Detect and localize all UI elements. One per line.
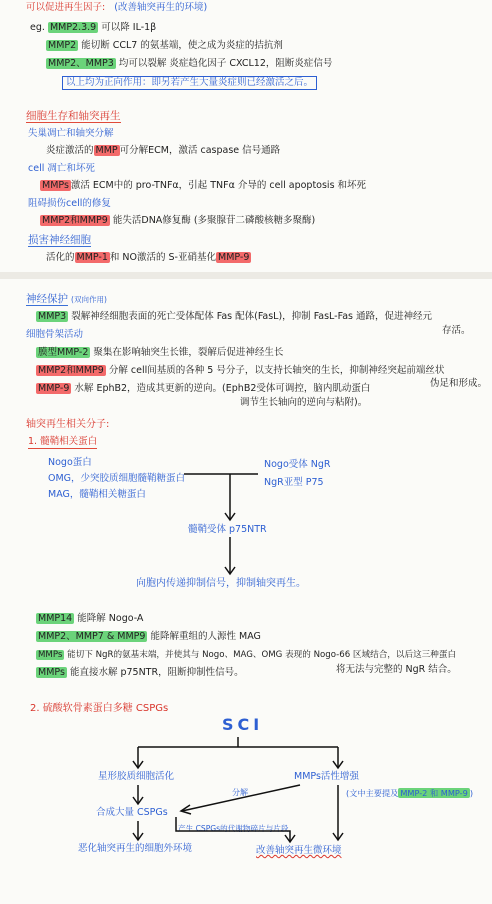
mmps-activity-node: MMPs活性增强 xyxy=(294,771,359,782)
right-list-p75: NgR亚型 P75 xyxy=(264,477,324,488)
left-list-nogo: Nogo蛋白 xyxy=(48,457,92,468)
mmp23-cxcl12-line: MMP2、MMP3 均可以裂解 炎症趋化因子 CXCL12，阻断炎症信号 xyxy=(48,58,333,69)
mmp2-ccl7-line: MMP2 能切断 CCL7 的氨基端，使之成为炎症的拮抗剂 xyxy=(48,40,283,51)
sub-anoikis-text: 炎症激活的 MMP 可分解ECM，激活 caspase 信号通路 xyxy=(46,145,281,156)
receptor-p75ntr: 髓鞘受体 p75NTR xyxy=(188,524,267,535)
neuroprotection-heading: 神经保护 (双向作用) xyxy=(26,293,107,305)
cytoskeleton-heading: 细胞骨架活动 xyxy=(26,329,84,340)
mmps-activity-note: (文中主要提及 MMP-2 和 MMP-9 ) xyxy=(346,788,474,798)
cspgs-synthesis-node: 合成大量 CSPGs xyxy=(96,807,168,818)
inhibit-signal-line: 向胞内传递抑制信号，抑制轴突再生。 xyxy=(136,578,306,589)
sci-node: SCI xyxy=(222,715,264,734)
arrow-mmps-to-cspgs xyxy=(182,785,300,811)
mmp9-ephb2-line-2: 调节生长轴向的逆向与粘附)。 xyxy=(240,397,368,408)
cspgs-heading: 2. 硫酸软骨素蛋白多糖 CSPGs xyxy=(30,703,169,714)
mmp2-mmp9-line: MMP2和MMP9 分解 cell间基质的各种 5 号分子，以支持长轴突的生长，抑制神经突起前端丝状 xyxy=(38,365,445,376)
left-list-mag: MAG，髓鞘相关糖蛋白 xyxy=(48,489,146,500)
promote-factors-heading: 可以促进再生因子: (改善轴突再生的环境) xyxy=(26,2,208,13)
mmp279-line: MMP2、MMP7 & MMP9 能降解重组的人源性 MAG xyxy=(38,631,261,642)
mmps-ngr-line-end: 将无法与完整的 NgR 结合。 xyxy=(336,664,457,675)
cspgs-fragments-note: 产生 CSPGs的代谢物碎片与片段 xyxy=(178,824,289,833)
sub-repair: 阻碍损伤cell的修复 xyxy=(28,198,111,209)
note-page-1 xyxy=(0,0,492,272)
sub-repair-text: MMP2和MMP9 能失活DNA修复酶 (多聚腺苷二磷酸核糖多聚酶) xyxy=(42,215,316,226)
mmp9-ephb2-line: MMP-9 水解 EphB2，造成其更新的逆向。(EphB2受体可调控，脑内肌动蛋白 xyxy=(38,383,371,394)
mmp14-line: MMP14 能降解 Nogo-A xyxy=(38,613,144,624)
improve-env-node: 改善轴突再生微环境 xyxy=(256,845,342,856)
sub-apoptosis-text: MMPs 激活 ECM中的 pro-TNFα，引起 TNFα 介导的 cell apoptosis 和坏死 xyxy=(42,180,367,191)
left-list-omg: OMG，少突胶质细胞髓鞘糖蛋白 xyxy=(48,473,186,484)
sub-apoptosis: cell 凋亡和坏死 xyxy=(28,163,95,174)
mmp3-fasl-line-end: 存活。 xyxy=(442,325,471,336)
worsen-env-node: 恶化轴突再生的细胞外环境 xyxy=(78,843,193,854)
note-page-2 xyxy=(0,279,492,904)
decompose-label: 分解 xyxy=(232,788,248,797)
boxed-note: 以上均为正向作用：即另若产生大量炎症则已经激活之后。 xyxy=(62,76,317,90)
astrocyte-node: 星形胶质细胞活化 xyxy=(98,771,175,782)
mmp2-mmp9-line-end: 伪足和形成。 xyxy=(430,378,488,389)
eg-line: eg. MMP2.3.9 可以降 IL-1β xyxy=(30,22,157,33)
flow-arrows xyxy=(0,279,492,904)
sub-neuron-damage-text: 活化的 MMP-1 和 NO激活的 S-亚硝基化 MMP-9 xyxy=(46,252,250,263)
regen-molecules-heading: 轴突再生相关分子: xyxy=(26,419,110,430)
section-title-cell-survival: 细胞生存和轴突再生 xyxy=(26,110,121,122)
right-list-ngr: Nogo受体 NgR xyxy=(264,459,331,470)
mmp3-fasl-line: MMP3 裂解神经细胞表面的死亡受体配体 Fas 配体(FasL)，抑制 FasL-Fas 通路，促进神经元 xyxy=(38,311,432,322)
sub-anoikis: 失巢凋亡和轴突分解 xyxy=(28,128,114,139)
arrow-fragments-to-improve xyxy=(176,817,290,841)
mmps-ngr-line: MMPs 能切下 NgR的氨基末端，并使其与 Nogo、MAG、OMG 表现的 Nogo-66 区域结合，以后这三种蛋白 xyxy=(38,650,457,660)
sub-neuron-damage: 损害神经细胞 xyxy=(28,234,91,246)
membrane-mmp2-line: 膜型MMP-2 聚集在影响轴突生长锥，裂解后促进神经生长 xyxy=(38,347,284,358)
mmps-p75ntr-line: MMPs 能直接水解 p75NTR，阻断抑制性信号。 xyxy=(38,667,244,678)
myelin-proteins-heading: 1. 髓鞘相关蛋白 xyxy=(28,436,98,447)
